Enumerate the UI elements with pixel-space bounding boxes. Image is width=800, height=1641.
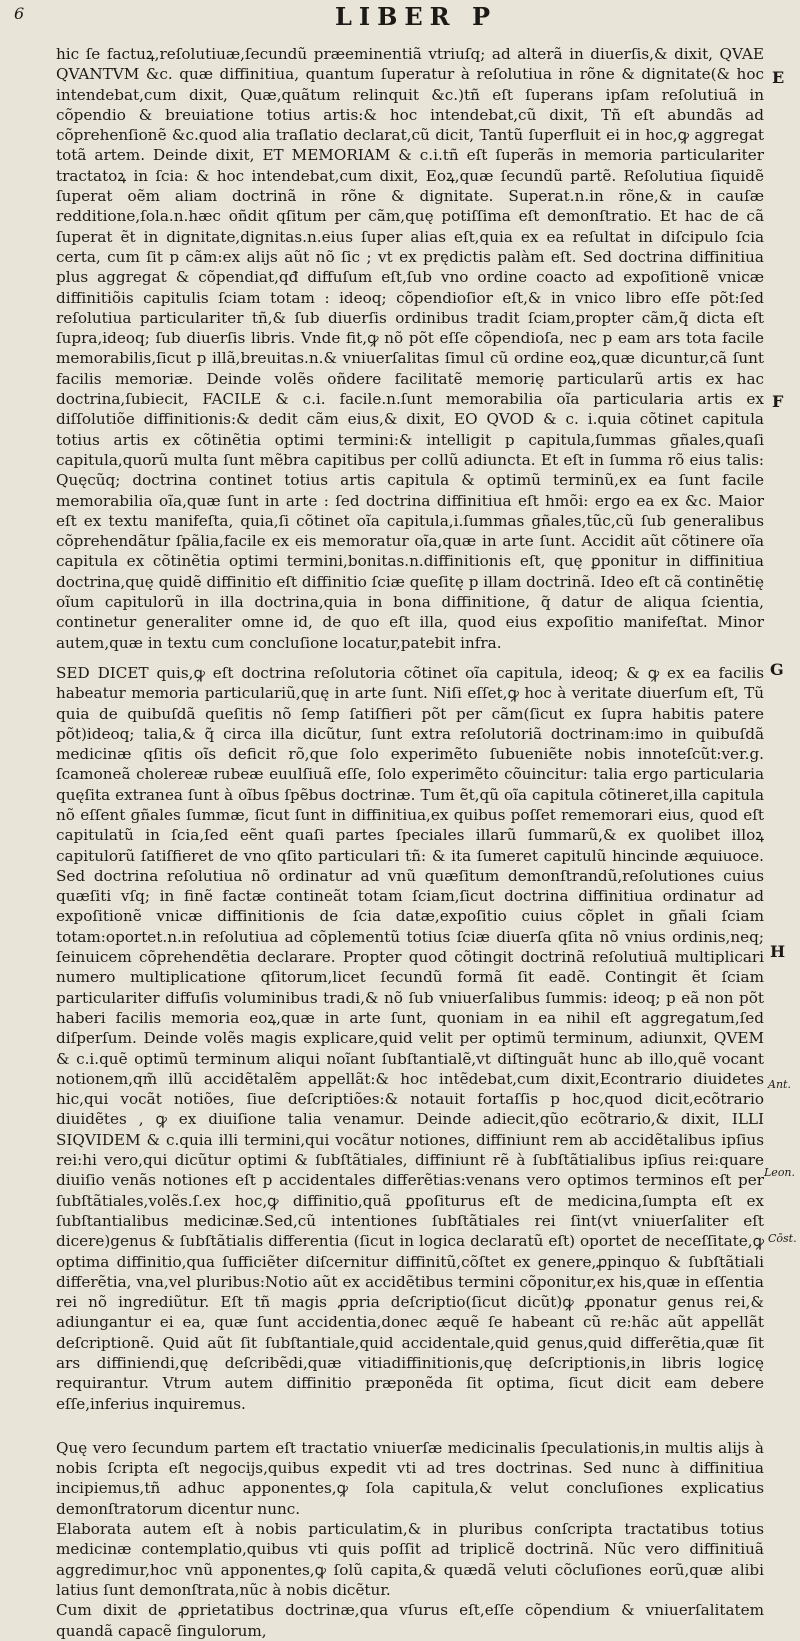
margin-note-cost: Cōst. (768, 1232, 797, 1245)
commentary-paragraph-3: Cum dixit de ꝓprietatibus doctrinæ,qua vſurus eſt,eſſe cõpendium & vniuerſalitatem quandã capacẽ ſingulorum, (56, 1601, 764, 1640)
main-text-block (56, 44, 764, 1641)
text-leoniceni: Elaborata autem eſt à nobis particulatim,& in pluribus conſcripta tractatibus totius medicinæ contemplatio,quibus vti quis poſſit ad triplicẽ doctrinã. Nũc vero diffinitiuã aggredimur,hoc vnũ apponentes,ꝙ ſolũ capita,& quædã veluti cõcluſiones eorũ,quæ alibi latius ſunt demonſtrata,nũc à nobis dicẽtur. (56, 1520, 764, 1599)
commentary-paragraph-1: hic ſe factuꝝ,reſolutiuæ,ſecundũ præeminentiã vtriuſq; ad alterã in diuerſis,& dixit, QVAE QVANTVM &c. quæ diffinitiua, quantum ſuperatur à reſolutiua in rõne & dignitate(& hoc intendebat,cum dixit, Quæ,quãtum relinquit &c.)tñ eſt ſuperans ipſam reſolutiuã in cõpendio & breuiatione totius artis:& hoc intendebat,cũ dixit, Tñ eſt abundãs ad cõprehenſionẽ &c.quod alia traſlatio declarat,cũ dicit, Tantũ ſuperfluit ei in hoc,ꝙ aggregat totã artem. Deinde dixit, ET MEMORIAM & c.i.tñ eſt ſuperãs in memoria particulariter tractatoꝝ in ſcia: & hoc intendebat,cum dixit, Eoꝝ,quæ ſecundũ partẽ. Reſolutiua ſiquidẽ ſuperat oẽm aliam doctrinã in rõne & dignitate. Superat.n.in rõne,& in cauſæ redditione,ſola.n.hæc oñdit qſitum per cãm,quę potiſſima eſt demonſtratio. Et hac de cã ſuperat ẽt in dignitate,dignitas.n.eius ſuper alias eſt,quia ex ea reſultat in diſcipulo ſcia certa, cum ſit p cãm:ex alijs aũt nõ ſic ; vt ex prędictis palàm eſt. Sed doctrina diffinitiua plus aggregat & cõpendiat,qđ diffuſum eſt,ſub vno ordine coacto ad expoſitionẽ vnicæ diffinitiõis capitulis ſciam totam : ideoq; cõpendioſior eſt,& in vnico libro eſſe põt:ſed reſolutiua particulariter tñ,& ſub diuerſis ordinibus tradit ſciam,propter cãm,q̃ dicta eſt ſupra,ideoq; ſub diuerſis libris. Vnde fit,ꝙ nõ põt eſſe cõpendioſa, nec p eam ars tota facile memorabilis,ſicut p illã,breuitas.n.& vniuerſalitas ſimul cũ ordine eoꝝ,quæ dicuntur,cã ſunt facilis memoriæ. Deinde volẽs oñdere facilitatẽ memorię particularũ artis ex hac doctrina,ſubiecit, FACILE & c.i. facile.n.ſunt memorabilia oĩa particularia artis ex diſſolutiõe diffinitionis:& dedit cãm eius,& dixit, EO QVOD & c. i.quia cõtinet capitula totius artis ex cõtinẽtia optimi termini:& intelligit p capitula,ſummas gñales,quaſi capitula,quorũ multa ſunt mẽbra capitibus per collũ adiuncta. Et eſt in ſumma rõ eius talis: Quęcũq; doctrina continet totius artis capitula & optimũ terminũ,ex ea ſunt facile memorabilia oĩa,quæ ſunt in arte : ſed doctrina diffinitiua eſt hmõi: ergo ea ex &c. Maior eſt ex textu manifeſta, quia,ſi cõtinet oĩa capitula,i.ſummas gñales,tũc,cũ ſub generalibus cõprehendãtur ſpãlia,facile ex eis memoratur oĩa,quæ in arte ſunt. Accidit aũt cõtinere oĩa capitula ex cõtinẽtia optimi termini,bonitas.n.diffinitionis eſt, quę ꝑponitur in diffinitiua doctrina,quę quidẽ diffinitio eſt diffinitio ſciæ queſitę p illam doctrinã. Ideo eſt cã continẽtię oĩum capitulorũ in illa doctrina,quia in bona diffinitione, q̃ datur de aliqua ſcientia, continetur generaliter omne id, de quo eſt illa, quod eius expoſitio manifeſtat. Minor autem,quæ in textu cum concluſione locatur,patebit infra. (56, 45, 764, 652)
text-antiqua: Quę vero ſecundum partem eſt tractatio vniuerſæ medicinalis ſpeculationis,in multis alijs à nobis ſcripta eſt negocijs,quibus expedit vti ad tres doctrinas. Sed nunc à diffinitiua incipiemus,tñ adhuc apponentes,ꝙ ſola capitula,& velut concluſiones explicatius demonſtratorum dicentur nunc. (56, 1438, 764, 1518)
running-title: LIBER P (335, 2, 498, 31)
commentary-paragraph-2: SED DICET quis,ꝙ eſt doctrina reſolutoria cõtinet oĩa capitula, ideoq; & ꝙ ex ea facilis habeatur memoria particulariũ,quę in arte ſunt. Niſi eſſet,ꝙ hoc à veritate diuerſum eſt, Tũ quia de quibuſdã queſitis nõ ſemp ſatiſfieri põt per cãm(ſicut ex ſupra habitis patere põt)ideoq; talia,& q̃ circa illa dicũtur, ſunt extra reſolutoriã doctrinam:imo in quibuſdã medicinæ qſitis oĩs deficit rõ,que ſolo experimẽto ſubueniẽte nobis innoteſcũt:ver.g. ſcamoneã cholereæ rubeæ euulſiuã eſſe, ſolo experimẽto cõuincitur: talia ergo particularia quęſita extranea ſunt à oĩbus ſpẽbus doctrinæ. Tum ẽt,qũ oĩa capitula cõtineret,illa capitula nõ eſſent gñales ſummæ, ſicut ſunt in diffinitiua,ex quibus poſſet rememorari eius, quod eſt capitulatũ in ſcia,ſed eẽnt quaſi partes ſpeciales illarũ ſummarũ,& ex quolibet illoꝝ capitulorũ ſatiſfieret de vno qſito particulari tñ: & ita ſumeret capitulũ hincinde æquiuoce. Sed doctrina reſolutiua nõ ordinatur ad vnũ quæſitum demonſtrandũ,reſolutiones cuius quæſiti vſq; in finẽ factæ contineãt totam ſciam,ſicut doctrina diffinitiua ordinatur ad expoſitionẽ vnicæ diffinitionis de ſcia datæ,expoſitio cuius cõplet in gñali ſciam totam:oportet.n.in reſolutiua ad cõplementũ totius ſciæ diuerſa qſita nõ vnius ordinis,neq; ſeinuicem cõprehendẽtia declarare. Propter quod cõtingit doctrinã reſolutiuã multiplicari numero multiplicatione qſitorum,licet ſecundũ formã ſit eadẽ. Contingit ẽt ſciam particulariter diffuſis voluminibus tradi,& nõ ſub vniuerſalibus ſummis: ideoq; p eã non põt haberi facilis memoria eoꝝ,quæ in arte ſunt, quoniam in ea nihil eſt aggregatum,ſed diſperſum. Deinde volẽs magis explicare,quid velit per optimũ terminum, adiunxit, QVEM & c.i.quẽ optimũ terminum aliqui noĩant ſubſtantialẽ,vt diſtinguãt hunc ab illo,quẽ vocant notionem,qm̃ illũ accidẽtalẽm appellãt:& hoc intẽdebat,cum dixit,Econtrario diuidetes hic,qui vocãt notiões, ſiue deſcriptiões:& notauit fortaſſis p hoc,quod dicit,ecõtrario diuidẽtes , ꝙ ex diuiſione talia venamur. Deinde adiecit,qũo ecõtrario,& dixit, ILLI SIQVIDEM & c.quia illi termini,qui vocãtur notiones, diffiniunt rem ab accidẽtalibus ipſius rei:hi vero,qui dicũtur optimi & ſubſtãtiales, diffiniunt rẽ à ſubſtãtialibus ipſius rei:quare diuiſio venãs notiones eſt p accidentales differẽtias:venans vero optimos terminos eſt per ſubſtãtiales,volẽs.ſ.ex hoc,ꝙ diffinitio,quã ꝑpoſiturus eſt de medicina,ſumpta eſt ex ſubſtantialibus medicinæ.Sed,cũ intentiones ſubſtãtiales rei ſint(vt vniuerſaliter eſt dicere)genus & ſubſtãtialis differentia (ſicut in logica declaratũ eſt) oportet de neceſſitate,ꝙ optima diffinitio,qua ſufficiẽter diſcernitur diffinitũ,cõſtet ex genere,ꝓpinquo & ſubſtãtiali differẽtia, vna,vel pluribus:Notio aũt ex accidẽtibus termini cõponitur,ex his,quæ in eſſentia rei nõ ingrediũtur. Eſt tñ magis ꝓpria deſcriptio(ſicut dicũt)ꝙ ꝓponatur genus rei,& adiungantur ei ea, quæ ſunt accidentia,donec æquẽ ſe habeant cũ re:hãc aũt appellãt deſcriptionẽ. Quid aũt ſit ſubſtantiale,quid accidentale,quid genus,quid differẽtia,quæ ſit ars diffiniendi,quę deſcribẽdi,quæ vitiadiffinitionis,quę deſcriptionis,in libris logicę requirantur. Vtrum autem diffinitio præponẽda ſit optima, ſicut dicit eam debere eſſe,inferius inquiremus. (56, 663, 764, 1413)
margin-letter-e: E (772, 68, 785, 87)
margin-letter-f: F (772, 392, 784, 411)
margin-note-leon: Leon. (764, 1166, 796, 1179)
margin-letter-g: G (770, 660, 784, 679)
folio-number: 6 (14, 4, 25, 23)
margin-note-ant: Ant. (768, 1078, 791, 1091)
margin-letter-h: H (770, 942, 786, 961)
running-header (0, 2, 800, 36)
